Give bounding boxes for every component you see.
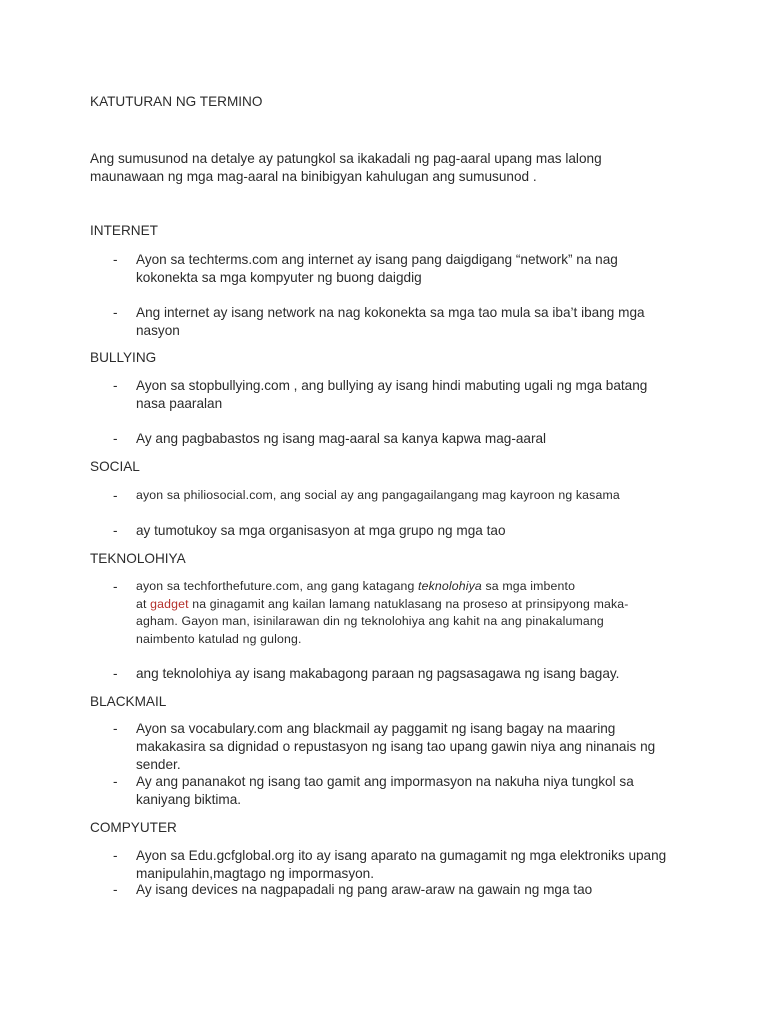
item-line: sender. xyxy=(136,757,181,772)
list-item xyxy=(136,522,696,540)
section-heading-teknolohiya: TEKNOLOHIYA xyxy=(90,551,186,566)
bullet-dash: - xyxy=(113,579,118,594)
item-line: Ang internet ay isang network na nag kokonekta sa mga tao mula sa iba’t ibang mga xyxy=(136,305,645,320)
item-line: makakasira sa dignidad o repustasyon ng isang tao upang gawin niya ang ninanais ng xyxy=(136,739,656,754)
item-text: at xyxy=(136,596,151,611)
section-heading-social: SOCIAL xyxy=(90,459,140,474)
item-line: Ay ang pagbabastos ng isang mag-aaral sa kanya kapwa mag-aaral xyxy=(136,431,547,446)
bullet-dash: - xyxy=(113,488,118,503)
bullet-dash: - xyxy=(113,252,118,267)
item-line: ang teknolohiya ay isang makabagong paraan ng pagsasagawa ng isang bagay. xyxy=(136,666,620,681)
bullet-dash: - xyxy=(113,848,118,863)
list-item xyxy=(136,251,696,287)
item-line: kaniyang biktima. xyxy=(136,792,242,807)
list-item xyxy=(136,487,696,505)
item-line: nasyon xyxy=(136,323,180,338)
bullet-dash: - xyxy=(113,378,118,393)
item-line: Ayon sa Edu.gcfglobal.org ito ay isang aparato na gumagamit ng mga elektroniks upang xyxy=(136,848,667,863)
item-line: kokonekta sa mga kompyuter ng buong daigdig xyxy=(136,270,422,285)
list-item xyxy=(136,881,696,899)
item-line: ayon sa philiosocial.com, ang social ay ang pangagailangang mag kayroon ng kasama xyxy=(136,488,620,502)
item-line: Ayon sa techterms.com ang internet ay isang pang daigdigang “network” na nag xyxy=(136,252,618,267)
item-line: ay tumotukoy sa mga organisasyon at mga grupo ng mga tao xyxy=(136,523,506,538)
emphasized-term: teknolohiya xyxy=(418,579,482,593)
item-line: Ay isang devices na nagpapadali ng pang araw-araw na gawain ng mga tao xyxy=(136,882,593,897)
item-text: sa mga imbento xyxy=(481,579,576,593)
gadget-link[interactable]: gadget xyxy=(150,596,189,611)
list-item xyxy=(136,430,696,448)
item-line: Ayon sa vocabulary.com ang blackmail ay paggamit ng isang bagay na maaring xyxy=(136,721,616,736)
list-item xyxy=(136,847,696,883)
bullet-dash: - xyxy=(113,305,118,320)
list-item xyxy=(136,720,696,774)
section-heading-compyuter: COMPYUTER xyxy=(90,820,177,835)
item-line: manipulahin,magtago ng impormasyon. xyxy=(136,866,375,881)
item-line: nasa paaralan xyxy=(136,396,223,411)
bullet-dash: - xyxy=(113,721,118,736)
section-heading-bullying: BULLYING xyxy=(90,350,157,365)
item-line: Ay ang pananakot ng isang tao gamit ang impormasyon na nakuha niya tungkol sa xyxy=(136,774,634,789)
item-text: ayon sa techforthefuture.com, ang gang katagang xyxy=(136,579,419,593)
intro-line-1: Ang sumusunod na detalye ay patungkol sa ikakadali ng pag-aaral upang mas lalong xyxy=(90,151,602,166)
bullet-dash: - xyxy=(113,774,118,789)
bullet-dash: - xyxy=(113,666,118,681)
list-item xyxy=(136,773,696,809)
section-heading-internet: INTERNET xyxy=(90,223,158,238)
item-line: naimbento katulad ng gulong. xyxy=(136,631,302,646)
item-line: agham. Gayon man, isinilarawan din ng teknolohiya ang kahit na ang pinakalumang xyxy=(136,614,604,628)
section-heading-blackmail: BLACKMAIL xyxy=(90,694,167,709)
bullet-dash: - xyxy=(113,523,118,538)
intro-line-2: maunawaan ng mga mag-aaral na binibigyan kahulugan ang sumusunod . xyxy=(90,169,537,184)
bullet-dash: - xyxy=(113,882,118,897)
page-title: KATUTURAN NG TERMINO xyxy=(90,94,263,109)
item-line: Ayon sa stopbullying.com , ang bullying ay isang hindi mabuting ugali ng mga batang xyxy=(136,378,648,393)
list-item xyxy=(136,578,696,648)
list-item xyxy=(136,665,696,683)
list-item xyxy=(136,304,696,340)
bullet-dash: - xyxy=(113,431,118,446)
item-text: na ginagamit ang kailan lamang natuklasang na proseso at prinsipyong maka- xyxy=(188,596,629,611)
list-item xyxy=(136,377,696,413)
